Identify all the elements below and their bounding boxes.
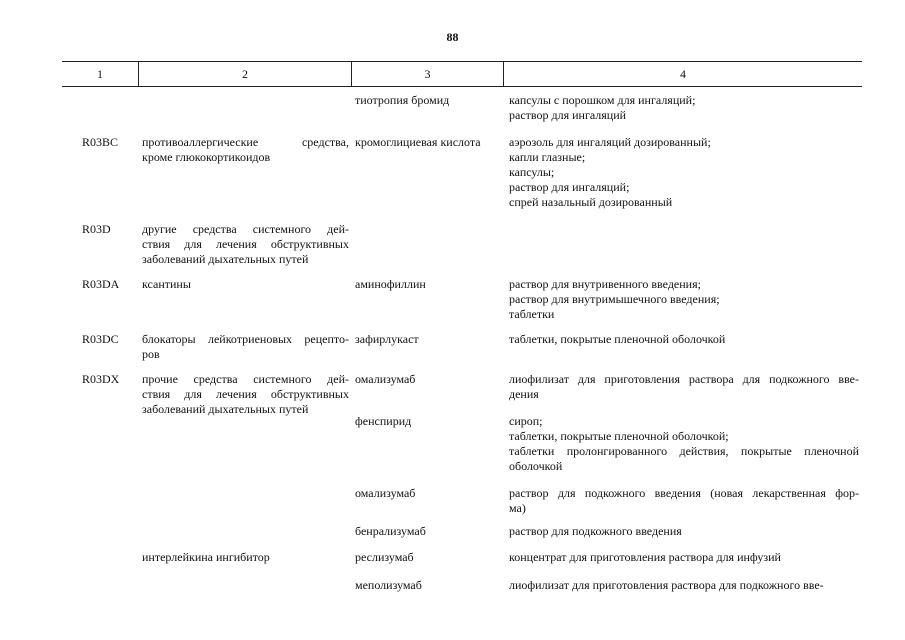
atc-code: R03BC <box>82 135 119 149</box>
dosage-form-line: таблетки <box>509 307 555 321</box>
atc-code: R03DA <box>82 277 120 291</box>
category-cell <box>142 277 349 292</box>
dosage-form-line: капли глазные; <box>509 150 586 164</box>
dosage-forms-cell <box>509 135 859 210</box>
dosage-forms-cell <box>509 550 859 565</box>
dosage-forms-cell <box>509 93 859 123</box>
header-col-1: 1 <box>97 66 103 81</box>
drug-name: аминофиллин <box>355 277 426 291</box>
dosage-form-line: раствор для внутримышечного введения; <box>509 292 720 306</box>
atc-code: R03DC <box>82 332 119 346</box>
category-line: ксантины <box>142 277 191 291</box>
drug-name: омализумаб <box>355 372 416 386</box>
dosage-form-line: дения <box>509 387 539 401</box>
dosage-form-line: раствор для подкожного введения (новая лекарственная фор- <box>509 486 859 500</box>
header-col-4: 4 <box>503 62 862 86</box>
dosage-form-line: раствор для внутривенного введения; <box>509 277 701 291</box>
dosage-form-line: спрей назальный дозированный <box>509 195 673 209</box>
drug-name: бенрализумаб <box>355 524 426 538</box>
dosage-form-line: раствор для ингаляций <box>509 108 627 122</box>
dosage-forms-cell <box>509 524 859 539</box>
dosage-form-line: таблетки, покрытые пленочной оболочкой; <box>509 429 729 443</box>
category-line: кроме глюкокортикоидов <box>142 150 271 164</box>
category-cell <box>142 135 349 165</box>
dosage-forms-cell <box>509 486 859 516</box>
dosage-forms-cell <box>509 277 859 322</box>
atc-code: R03DX <box>82 372 120 386</box>
header-col-2: 2 <box>138 62 351 86</box>
dosage-form-line: аэрозоль для ингаляций дозированный; <box>509 135 711 149</box>
category-line: заболеваний дыхательных путей <box>142 402 309 416</box>
dosage-form-line: оболочкой <box>509 459 563 473</box>
dosage-form-line: лиофилизат для приготовления раствора для подкожного вве- <box>509 372 859 386</box>
category-cell <box>142 550 349 565</box>
atc-code: R03D <box>82 222 111 236</box>
header-col-3: 3 <box>351 62 503 86</box>
dosage-forms-cell <box>509 372 859 402</box>
category-line: другие средства системного дей- <box>142 222 349 236</box>
category-line: противоаллергические средства, <box>142 135 349 149</box>
drug-name: меполизумаб <box>355 578 422 592</box>
dosage-form-line: ма) <box>509 501 526 515</box>
category-line: ствия для лечения обструктивных <box>142 387 349 401</box>
drug-name: кромоглициевая кислота <box>355 135 481 149</box>
dosage-form-line: таблетки пролонгированного действия, покрытые пленочной <box>509 444 859 458</box>
drug-name: реслизумаб <box>355 550 414 564</box>
dosage-forms-cell <box>509 414 859 474</box>
dosage-forms-cell <box>509 332 859 347</box>
category-cell <box>142 332 349 362</box>
dosage-form-line: концентрат для приготовления раствора для инфузий <box>509 550 781 564</box>
dosage-form-line: лиофилизат для приготовления раствора для подкожного вве- <box>509 578 824 592</box>
drug-name: зафирлукаст <box>355 332 419 346</box>
category-line: блокаторы лейкотриеновых рецепто- <box>142 332 349 346</box>
category-line: заболеваний дыхательных путей <box>142 252 309 266</box>
dosage-forms-cell <box>509 578 859 593</box>
category-line: прочие средства системного дей- <box>142 372 349 386</box>
category-line: интерлейкина ингибитор <box>142 550 270 564</box>
category-line: ствия для лечения обструктивных <box>142 237 349 251</box>
dosage-form-line: сироп; <box>509 414 543 428</box>
category-cell <box>142 222 349 267</box>
table-header <box>62 61 862 87</box>
dosage-form-line: капсулы с порошком для ингаляций; <box>509 93 696 107</box>
dosage-form-line: раствор для подкожного введения <box>509 524 682 538</box>
dosage-form-line: таблетки, покрытые пленочной оболочкой <box>509 332 726 346</box>
drug-name: омализумаб <box>355 486 416 500</box>
drug-name: фенспирид <box>355 414 412 428</box>
dosage-form-line: раствор для ингаляций; <box>509 180 630 194</box>
drug-name: тиотропия бромид <box>355 93 450 107</box>
dosage-form-line: капсулы; <box>509 165 555 179</box>
category-line: ров <box>142 347 160 361</box>
page-number: 88 <box>446 30 459 44</box>
category-cell <box>142 372 349 417</box>
